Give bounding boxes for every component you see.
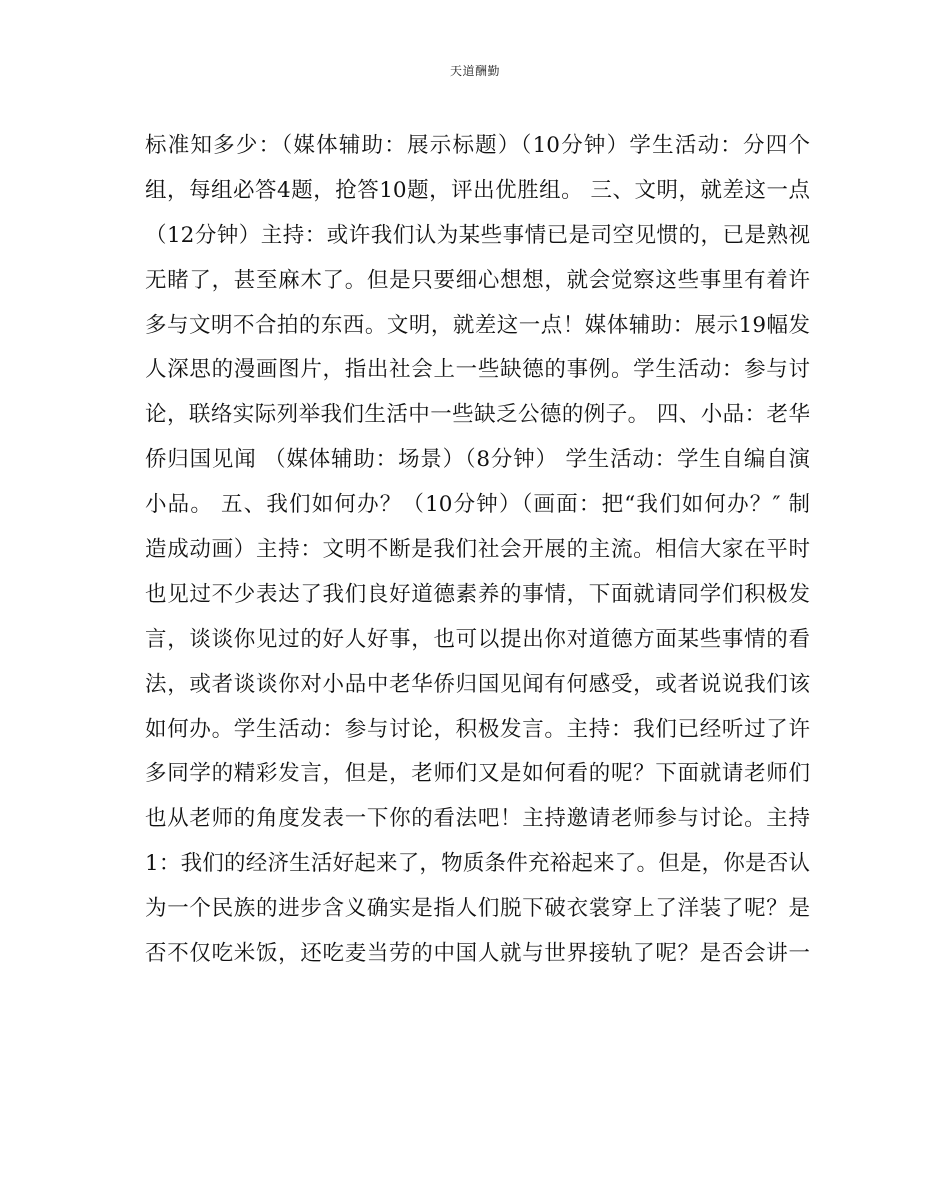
text-line: （12分钟）主持：或许我们认为某些事情已是司空见惯的，已是熟视: [145, 222, 810, 248]
text-line: 小品。 五、我们如何办？（10分钟）（画面：把“我们如何办？″ 制: [145, 492, 810, 518]
text-line: 多同学的精彩发言，但是，老师们又是如何看的呢？下面就请老师们: [145, 761, 810, 787]
text-line: 多与文明不合拍的东西。文明，就差这一点！媒体辅助：展示19幅发: [145, 312, 810, 338]
document-body: [145, 124, 810, 977]
text-line: 无睹了，甚至麻木了。但是只要细心想想，就会觉察这些事里有着许: [145, 267, 810, 293]
text-line: 言，谈谈你见过的好人好事，也可以提出你对道德方面某些事情的看: [145, 626, 810, 652]
text-line: 侨归国见闻 （媒体辅助：场景）（8分钟） 学生活动：学生自编自演: [145, 447, 810, 473]
page-header: 天道酬勤: [449, 64, 500, 78]
text-line: 如何办。学生活动：参与讨论，积极发言。主持：我们已经听过了许: [145, 716, 810, 742]
text-line: 为一个民族的进步含义确实是指人们脱下破衣裳穿上了洋装了呢？是: [145, 896, 810, 922]
text-line: 标准知多少：（媒体辅助：展示标题）（10分钟）学生活动：分四个: [145, 133, 810, 158]
text-line: 组，每组必答4题，抢答10题，评出优胜组。 三、文明，就差这一点: [145, 177, 810, 203]
text-line: 否不仅吃米饭，还吃麦当劳的中国人就与世界接轨了呢？是否会讲一: [145, 941, 810, 967]
text-line: 法，或者谈谈你对小品中老华侨归国见闻有何感受，或者说说我们该: [145, 671, 810, 697]
text-line: 也从老师的角度发表一下你的看法吧！主持邀请老师参与讨论。主持: [145, 806, 810, 832]
text-line: 造成动画）主持：文明不断是我们社会开展的主流。相信大家在平时: [145, 537, 810, 563]
text-line: 也见过不少表达了我们良好道德素养的事情，下面就请同学们积极发: [145, 581, 810, 607]
text-line: 1：我们的经济生活好起来了，物质条件充裕起来了。但是，你是否认: [145, 851, 810, 877]
text-line: 论，联络实际列举我们生活中一些缺乏公德的例子。 四、小品：老华: [145, 402, 810, 428]
text-line: 人深思的漫画图片，指出社会上一些缺德的事例。学生活动：参与讨: [145, 357, 810, 383]
